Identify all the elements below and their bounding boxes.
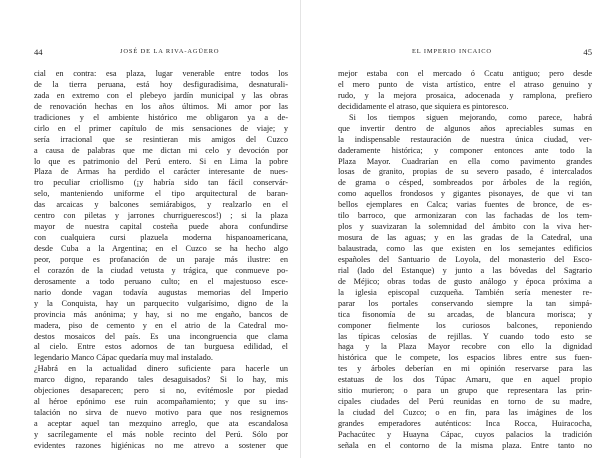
text-line: el mero punto de vista artístico, entre el atraso genuino y xyxy=(338,79,592,89)
text-line: centro con piletas y jarrones churriguerescos!) ; si la plaza xyxy=(34,211,288,221)
text-line: bellos ejemplares en Calca; varias fuentes de bronce, de es- xyxy=(338,200,592,210)
text-line: grandes emperadores auténticos: Inca Rocca, Huiracocha, xyxy=(338,419,592,428)
text-line: desde Cuba a la Argentina; en el Cuzco se ha hecho algo xyxy=(34,244,288,253)
text-line: señala en el contorno de la misma plaza. Entre tanto no xyxy=(338,440,592,450)
text-line: marco digno, reparando tales desaguisados? Si lo hay, mis xyxy=(34,375,288,385)
text-line: Si los tiempos siguen mejorando, como parece, habrá xyxy=(349,112,592,122)
text-line: talación no sirva de nuevo motivo para que nos resignemos xyxy=(34,408,288,418)
text-line: cipales ciudades del Perú reunidas en torno de su madre, xyxy=(338,397,592,407)
text-line: la ciudad del Cuzco; o en fin, para las imágines de los xyxy=(338,408,592,418)
text-line: y sacrílegamente el más noble recinto del Perú. Sólo por xyxy=(34,429,288,439)
text-line: cirlo en el primer capítulo de mis sensaciones de viaje; y xyxy=(34,123,288,133)
text-line: rial (lado del Estanque) y junto a las bóvedas del Sagrario xyxy=(338,265,592,275)
text-line: histórica que le compete, los espacios libres entre sus fuen- xyxy=(338,353,592,363)
text-line: madera, piso de cemento y en el atrio de la Catedral mo- xyxy=(34,320,288,330)
right-page xyxy=(338,47,592,452)
text-line: plos y suavizaran la solemnidad del ámbito con la viva her- xyxy=(338,222,592,232)
text-line: la iglesia episcopal cuzqueña. También sería menester re- xyxy=(338,287,592,297)
text-line: sitio murieron; o para un grupo que representara las prin- xyxy=(338,386,592,396)
text-line: de renovación hechas en los años últimos. Mi amor por las xyxy=(34,101,288,111)
text-line: y la Conquista, hay un parquecito vulgarísimo, digno de la xyxy=(34,298,288,308)
text-line: haga y la Plaza Mayor recobre con ello la dignidad xyxy=(338,342,592,352)
text-line: rudo, y la mejora prosaica, adocenada y ramplona, prefiero xyxy=(338,90,592,100)
text-line: zada en extremo con el plebeyo jardín municipal y las obras xyxy=(34,90,288,100)
text-line: tradiciones y el ambiente histórico me obligaron ya a de- xyxy=(34,112,288,122)
text-line: parar los portales conservando siempre la tan simpá- xyxy=(338,298,592,308)
text-line: objeciones desaparecen; pero si no, evítémosle por piedad xyxy=(34,386,288,396)
text-line: mayor de nuestra capital costeña puede ahora confundirse xyxy=(34,222,288,232)
text-line: la indispensable restauración de nuestra única ciudad, ver- xyxy=(338,134,592,144)
text-line: provincia más anónima; y hay, si no me engaño, bancos de xyxy=(34,309,288,319)
text-line: mosura de las aguas; y en las gradas de la Catedral, una xyxy=(338,233,592,243)
text-line: tilo barroco, que armonizaran con las fachadas de los tem- xyxy=(338,211,592,221)
text-line: destos mosaicos del país. Es una incongruencia que clama xyxy=(34,331,288,341)
right-running-head: EL IMPERIO INCAICO xyxy=(412,48,492,55)
text-line: el corazón de la ciudad vetusta y trágica, que conmueve po- xyxy=(34,265,288,275)
text-line: selo, manteniendo uniforme el tipo arquitectural de baran- xyxy=(34,189,288,199)
text-line: componer fielmente los curiosos balcones, reponiendo xyxy=(338,320,592,330)
right-page-body xyxy=(338,69,592,452)
text-line: decididamente el atraso, que siquiera es pintoresco. xyxy=(338,101,509,111)
right-page-number: 45 xyxy=(583,47,592,57)
text-line: das arcaicas y balcones semiárabigos, y realzarlo en el xyxy=(34,200,288,210)
text-line: españoles del Santuario de Loyola, del monasterio del Esco- xyxy=(338,254,592,264)
left-page-number: 44 xyxy=(34,47,43,57)
text-line: de la tierra peruana, está hoy desfiguradísima, desnaturali- xyxy=(34,79,288,89)
text-line: Pachacútec y Huayna Cápac, cuyos palacios la tradición xyxy=(338,429,592,439)
text-line: a causa de palabras que me dictan mi celo y devoción por xyxy=(34,145,288,155)
text-line: Plaza de Armas ha perdido el carácter interesante de nues- xyxy=(34,167,288,177)
left-running-head: JOSÉ DE LA RIVA-AGÜERO xyxy=(120,48,220,55)
text-line: las típicas celosías de rejillas. Y cuando todo esto se xyxy=(338,331,592,341)
text-line: derosamente a todo peruano culto; en el majestuoso esce- xyxy=(34,276,288,286)
text-line: peor, porque es profanación de un paraje más ilustre: en xyxy=(34,254,288,264)
text-line: ¿Habrá en la actualidad dinero suficiente para hacerle un xyxy=(34,364,288,374)
text-line: nario donde vagan todavía augustas memorias del Imperio xyxy=(34,287,288,297)
text-line: como aquellos frondosos y gigantes pisonayes, de que vi tan xyxy=(338,189,592,199)
text-line: al héroe epónimo ese ruin acompañamiento; y que su ins- xyxy=(34,397,288,407)
text-line: al cielo. Entre estos adornos de tan burguesa edilidad, el xyxy=(34,342,288,352)
text-line: lo que es patrimonio del Perú entero. Si en Lima la pobre xyxy=(34,156,288,166)
text-line: legendario Manco Cápac quedaría muy mal instalado. xyxy=(34,353,214,363)
text-line: Plaza Mayor. Cuadrarían en ella como pavimento grandes xyxy=(338,156,592,166)
text-line: estatuas de los dos Túpac Amaru, que en aquel propio xyxy=(338,375,592,385)
text-line: losas de granito, propias de su severo pasado, é intercalados xyxy=(338,167,592,177)
text-line: con cualquiera cursi plazuela moderna hispanoamericana, xyxy=(34,233,288,243)
text-line: a aceptar aquel tan mezquino arreglo, que ata escandalosa xyxy=(34,419,288,428)
page-gutter xyxy=(300,0,301,458)
text-line: mejor estaba con el mercado ó Ccatu antiguo; pero desde xyxy=(338,69,592,78)
text-line: daderamente histórica; y componer entonces ante todo la xyxy=(338,145,592,155)
text-line: de Méjico; obras todas de gusto análogo y época próxima a xyxy=(338,276,592,286)
text-line: de grama o césped, sombreados por árboles de la región, xyxy=(338,178,592,188)
text-line: tica fisonomía de su arcadas, de blancura morisca; y xyxy=(338,309,592,319)
text-line: evidentes razones higiénicas no me atrevo a sostener que xyxy=(34,440,288,450)
left-page-body xyxy=(34,69,288,452)
text-line: sería irracional que se resintieran mis amigos del Cuzco xyxy=(34,134,288,144)
left-page-header xyxy=(34,47,288,59)
text-line: cial en contra: esa plaza, lugar venerable entre todos los xyxy=(34,69,288,78)
text-line: que invertir dentro de algunos años apreciables sumas en xyxy=(338,123,592,133)
text-line: tes y árboles deberían en mi opinión reservarse para las xyxy=(338,364,592,374)
right-page-header xyxy=(338,47,592,59)
text-line: balaustrada, como las que existen en los semejantes edificios xyxy=(338,244,592,253)
text-line: tro peculiar criollismo (¡y habría sido tan fácil conservár- xyxy=(34,178,288,188)
left-page xyxy=(34,47,288,452)
